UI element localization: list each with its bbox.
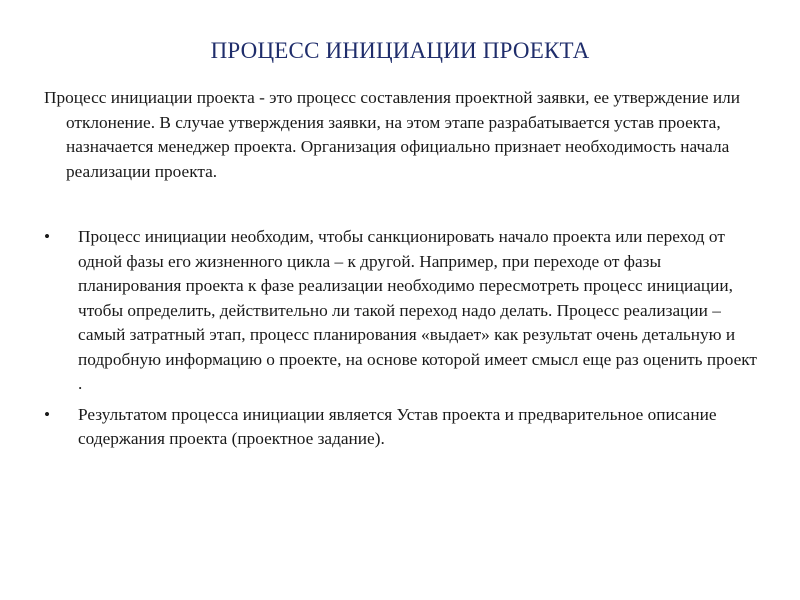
bullet-item xyxy=(44,403,760,452)
slide-body xyxy=(44,86,760,452)
bullet-dot-icon: • xyxy=(44,227,51,246)
bullet-dot-icon: • xyxy=(44,404,51,424)
bullet-text: Результатом процесса инициации является Устав проекта и предварительное описание содержания проекта (проектное задание). xyxy=(78,404,717,448)
slide-title: ПРОЦЕСС ИНИЦИАЦИИ ПРОЕКТА xyxy=(210,38,590,63)
intro-paragraph: Процесс инициации проекта - это процесс составления проектной заявки, ее утверждение или отклонение. В случае утверждения заявки, на этом этапе разрабатывается устав проекта, назначается менеджер проекта. Организация официально признает необходимость начала реализации проекта. xyxy=(44,88,740,181)
bullet-list xyxy=(44,225,760,452)
bullet-item xyxy=(44,225,760,397)
bullet-text: Процесс инициации необходим, чтобы санкционировать начало проекта или переход от одной фазы его жизненного цикла – к другой. Например, при переходе от фазы планирования проекта к фазе реализации необходимо пересмотреть процесс инициации, чтобы определить, действительно ли такой переход надо делать. Процесс реализации – самый затратный этап, процесс планирования «выдает» как результат очень детальную и подробную информацию о проекте, на основе которой имеет смысл еще раз оценить проект . xyxy=(78,227,757,393)
